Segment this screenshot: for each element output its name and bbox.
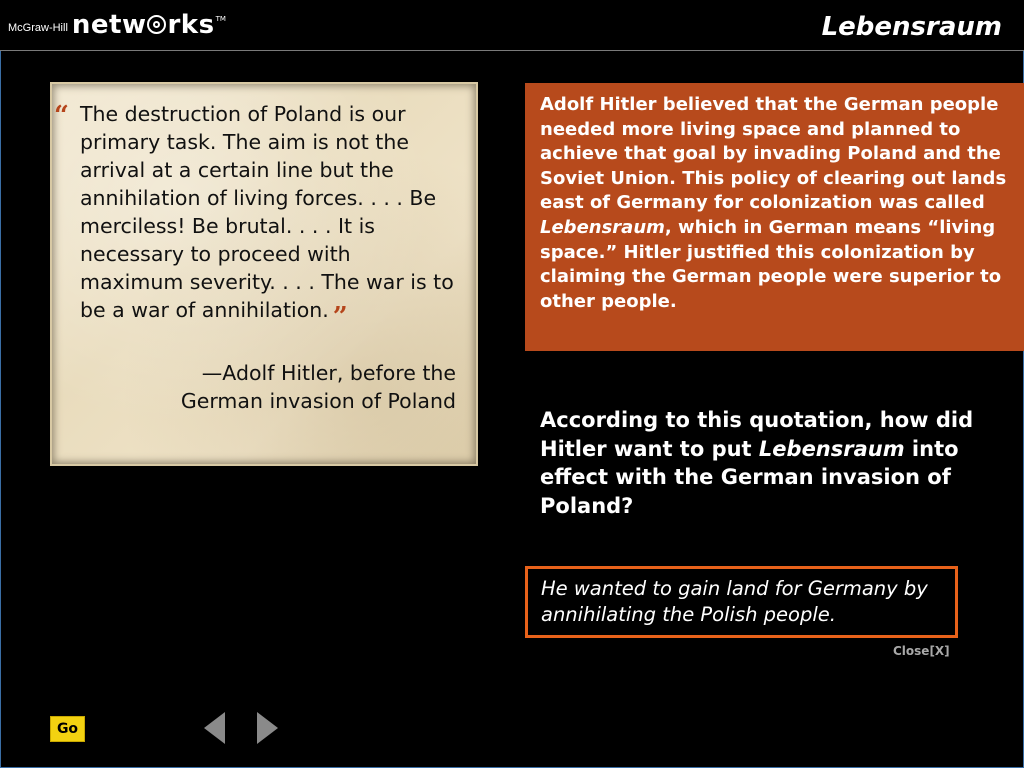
attribution-line: German invasion of Poland — [180, 389, 456, 413]
info-term: Lebensraum — [540, 216, 665, 238]
logo-product-end: rks — [167, 10, 215, 40]
close-quote-icon: ” — [332, 302, 348, 332]
page-title: Lebensraum — [821, 12, 1002, 42]
target-icon — [147, 15, 166, 34]
arrow-left-icon — [204, 712, 226, 744]
brand-logo — [8, 12, 226, 38]
logo-product-start: netw — [71, 10, 147, 40]
quote-card — [52, 84, 476, 464]
question-part: According to this quotation, how did Hitler want to put — [540, 408, 974, 461]
trademark-mark: TM — [215, 15, 226, 23]
arrow-right-icon — [256, 712, 278, 744]
question-part-continued: into effect with the German invasion of Poland? — [540, 436, 959, 518]
answer-box — [525, 566, 958, 638]
answer-text: He wanted to gain land for Germany by annihilating the Polish people. — [541, 577, 928, 626]
attribution-line: —Adolf Hitler, before the — [201, 361, 456, 385]
info-text: Adolf Hitler believed that the German people needed more living space and planned to achieve that goal by invading Poland and the Soviet Union. This policy of clearing out lands east of Germany for colonization was called — [540, 94, 1007, 214]
logo-publisher: McGraw-Hill — [8, 22, 68, 34]
go-button[interactable]: Go — [50, 716, 85, 742]
question-term: Lebensraum — [758, 436, 905, 461]
prev-button[interactable] — [204, 712, 226, 744]
quote-block — [54, 100, 456, 332]
info-box — [525, 83, 1024, 351]
next-button[interactable] — [256, 712, 278, 744]
close-button[interactable]: Close[X] — [893, 644, 950, 658]
header-bar — [0, 0, 1024, 51]
logo-product — [72, 12, 215, 38]
quote-text: The destruction of Poland is our primary task. The aim is not the arrival at a certain line but the annihilation of living forces. . . . Be merciless! Be brutal. . . . It is necessary to proceed with maximum severity. . . . The war is to be a war of annihilation. — [80, 102, 454, 322]
open-quote-icon: “ — [54, 101, 69, 131]
quote-attribution — [80, 359, 456, 415]
question-text — [540, 406, 1010, 520]
info-text-continued: , which in German means “living space.” Hitler justified this colonization by claiming the German people were superior to other people. — [540, 216, 1002, 312]
